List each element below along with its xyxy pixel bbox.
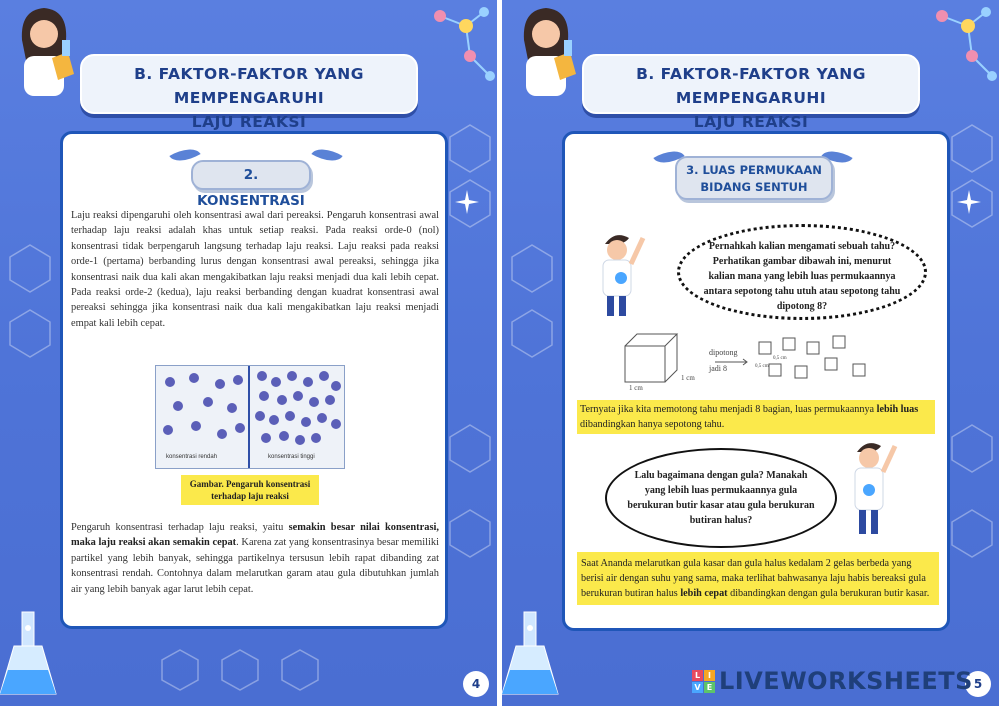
small-cube-dim-1: 0,5 cm: [773, 356, 787, 361]
question-bubble-1: [677, 224, 927, 320]
chapter-header-line1: B. FAKTOR-FAKTOR YANG MEMPENGARUHI: [134, 65, 364, 107]
chapter-header-line2: LAJU REAKSI: [693, 113, 809, 131]
logo-letter: V: [692, 682, 703, 693]
liveworksheets-watermark: [692, 664, 973, 698]
logo-letter: I: [704, 670, 715, 681]
explanation-part1: Pengaruh konsentrasi terhadap laju reaksi, yaitu: [71, 522, 289, 533]
molecule-decoration-icon: [440, 120, 497, 240]
figure-divider: [248, 366, 250, 468]
low-concentration-particles: [158, 368, 246, 448]
flask-hand-icon: [502, 608, 562, 700]
section-title: [675, 156, 833, 200]
section-title-line2: BIDANG SENTUH: [700, 180, 808, 194]
caption-line2: terhadap laju reaksi: [211, 491, 289, 501]
section-title-line1: 3. LUAS PERMUKAAN: [686, 163, 822, 177]
intro-paragraph: Laju reaksi dipengaruhi oleh konsentrasi awal dari pereaksi. Pengaruh konsentrasi awal terhadap laju reaksi adalah khas untuk setiap reaksi. Pada reaksi orde-0 (nol) konsentrasi tidak berpengaruh langsung terhadap laju reaksi. Laju reaksi pada reaksi orde-1 (pertama) berbanding lurus dengan konsentrasi awal pereaksi, sehingga jika konsentrasi naik dua kali akan mengakibatkan laju reaksi menjadi dua kali lebih cepat. Pada reaksi orde-2 (kedua), laju reaksi berbanding dengan kuadrat konsentrasi awal pereaksi sehingga jika konsentrasi naik dua kali mengakibatkan laju reaksi menjadi empat kali lebih cepat.: [71, 210, 439, 329]
question-bubble-2: [605, 448, 837, 548]
content-card: [60, 131, 448, 629]
tofu-conclusion-part1: Ternyata jika kita memotong tahu menjadi 8 bagian, luas permukaannya: [580, 404, 877, 415]
scientist-girl-icon: [12, 0, 78, 98]
content-card: [562, 131, 950, 631]
scientist-girl-icon: [514, 0, 580, 98]
flask-hand-icon: [0, 608, 60, 700]
sugar-conclusion-part1: Saat Ananda melarutkan gula kasar dan gula halus kedalam 2 gelas berbeda yang berisi air dengan suhu yang sama, maka terlihat bahwasanya laju habis bereaksi gula berukuran butiran halus: [581, 558, 926, 599]
chapter-header-line1: B. FAKTOR-FAKTOR YANG MEMPENGARUHI: [636, 65, 866, 107]
chapter-header-banner: [582, 54, 920, 131]
logo-letter: E: [704, 682, 715, 693]
watermark-text: LIVEWORKSHEETS: [719, 667, 973, 695]
molecule-decoration-icon: [502, 240, 562, 380]
scientist-boy-icon: [595, 230, 651, 322]
label-low-concentration: konsentrasi rendah: [166, 454, 218, 460]
sugar-conclusion-highlight: [577, 552, 939, 605]
chapter-header-banner: [80, 54, 418, 131]
high-concentration-particles: [254, 368, 342, 448]
question-2-text: Lalu bagaimana dengan gula? Manakah yang lebih luas permukaannya gula berukuran butir kasar atau gula berukuran butiran halus?: [627, 470, 815, 526]
page-number: 5: [965, 671, 991, 697]
tofu-conclusion-part2: dibandingkan hanya sepotong tahu.: [580, 419, 725, 430]
right-page: [502, 0, 999, 706]
sparkle-icon: [455, 190, 479, 214]
tofu-conclusion-highlight: [577, 400, 935, 434]
scientist-boy-icon: [847, 438, 903, 544]
molecule-decoration-icon: [942, 420, 999, 580]
section-title: [191, 160, 311, 209]
label-high-concentration: konsentrasi tinggi: [268, 454, 315, 460]
logo-letter: L: [692, 670, 703, 681]
sugar-conclusion-part2: dibandingkan dengan gula berukuran butir kasar.: [727, 588, 930, 599]
page-number: 4: [463, 671, 489, 697]
tofu-cube-diagram: [619, 330, 889, 392]
explanation-bold: semakin besar nilai konsentrasi, maka laju reaksi akan semakin cepat: [71, 522, 439, 549]
explanation-part2: . Karena zat yang konsentrasinya besar memiliki partikel yang lebih banyak, sehingga partikelnya tersusun lebih rapat dibanding zat konsentrasi rendah. Contohnya dalam melarutkan garam atau gula dibutuhkan jumlah air yang lebih banyak agar larut lebih cepat.: [71, 537, 439, 595]
sparkle-icon: [957, 190, 981, 214]
molecule-decoration-icon: [150, 640, 350, 700]
molecule-decoration-icon: [440, 420, 497, 580]
chapter-header-line2: LAJU REAKSI: [191, 113, 307, 131]
leaf-right-icon: [311, 142, 342, 168]
left-page: [0, 0, 497, 706]
cube-dim-bottom: 1 cm: [629, 384, 643, 392]
arrow-label-1: dipotong: [709, 348, 738, 357]
question-1-text: Pernahkah kalian mengamati sebuah tahu? Perhatikan gambar dibawah ini, menurut kalian mana yang lebih luas permukaannya antara sepotong tahu utuh atau sepotong tahu dipotong 8?: [703, 241, 901, 312]
cube-dim-side: 1 cm: [681, 374, 695, 382]
small-cube-dim-2: 0,5 cm: [755, 364, 769, 369]
arrow-label-2: jadi 8: [709, 364, 727, 373]
tofu-conclusion-bold: lebih luas: [876, 404, 919, 415]
molecule-model-icon: [420, 4, 496, 84]
figure-caption: [181, 475, 319, 505]
molecule-decoration-icon: [0, 240, 60, 380]
caption-line1: Gambar. Pengaruh konsentrasi: [189, 479, 311, 489]
molecule-decoration-icon: [942, 120, 999, 240]
concentration-figure: [155, 365, 345, 469]
sugar-conclusion-bold: lebih cepat: [680, 588, 728, 599]
explanation-paragraph: [71, 520, 439, 597]
section-title-text: 2. KONSENTRASI: [197, 167, 305, 209]
molecule-model-icon: [922, 4, 998, 84]
liveworksheets-logo-icon: [692, 670, 715, 693]
